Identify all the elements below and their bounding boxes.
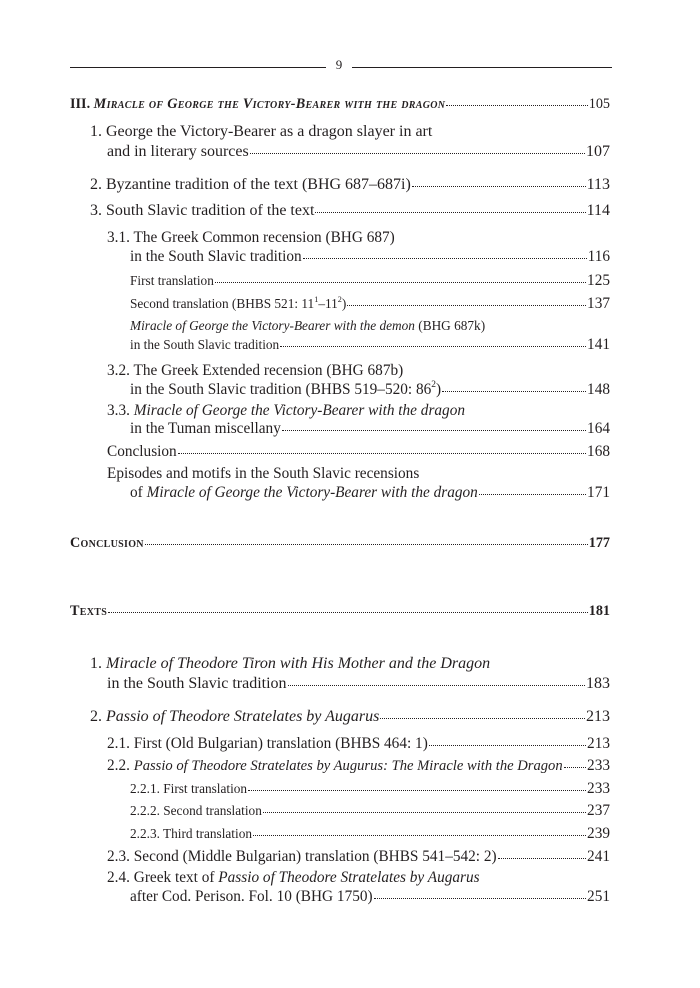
toc-page-number: 171 xyxy=(587,484,610,501)
toc-entry-text-2-3[interactable] xyxy=(107,849,610,864)
dot-leader xyxy=(108,611,588,613)
toc-entry-title: 3.3. Miracle of George the Victory-Bearer with the dragon xyxy=(107,402,465,419)
dot-leader xyxy=(412,185,586,187)
toc-entry-text-1[interactable] xyxy=(107,676,610,692)
toc-entry-title: 1. George the Victory-Bearer as a dragon slayer in art xyxy=(90,123,433,140)
toc-entry-title: Conclusion xyxy=(70,535,144,551)
dot-leader xyxy=(253,834,586,836)
toc-page-number: 141 xyxy=(587,336,610,353)
toc-page-number: 251 xyxy=(587,888,610,905)
toc-entry-title: Texts xyxy=(70,603,108,619)
dot-leader xyxy=(479,493,586,495)
toc-entry-title: Episodes and motifs in the South Slavic recensions xyxy=(107,465,420,482)
toc-entry-title: in the South Slavic tradition (BHBS 519–520: $86^2$) xyxy=(130,379,442,398)
toc-page-number: 116 xyxy=(587,248,610,265)
toc-entry-title: of Miracle of George the Victory-Bearer with the dragon xyxy=(130,484,478,501)
toc-entry-title: First translation xyxy=(130,273,214,288)
dot-leader xyxy=(315,211,585,213)
dot-leader xyxy=(263,811,586,813)
toc-entry-title: in the South Slavic tradition xyxy=(130,248,302,265)
toc-page-number: 239 xyxy=(587,825,610,842)
toc-page-number: 125 xyxy=(587,272,610,289)
toc-entry-title: and in literary sources xyxy=(107,143,249,160)
dot-leader xyxy=(248,789,586,791)
dot-leader xyxy=(446,104,587,106)
toc-entry-text-2-2[interactable] xyxy=(107,758,610,774)
toc-entry-section-3[interactable] xyxy=(90,203,610,219)
toc-entry-section-3-3[interactable] xyxy=(130,421,610,436)
toc-entry-title: 2.2.2. Second translation xyxy=(130,803,262,818)
header-rule-right xyxy=(352,67,612,68)
toc-entry-title: 2.1. First (Old Bulgarian) translation (BHBS 464: 1) xyxy=(107,735,428,752)
toc-page-number: 137 xyxy=(587,295,610,312)
toc-page-number: 183 xyxy=(586,675,610,692)
toc-page-number: 164 xyxy=(587,420,610,437)
toc-entry-text-2-2-3[interactable] xyxy=(130,826,610,841)
toc-entry-section-3-1[interactable] xyxy=(130,249,610,264)
dot-leader xyxy=(564,766,586,768)
dot-leader xyxy=(250,152,585,154)
toc-entry-section-2[interactable] xyxy=(90,177,610,193)
toc-entry-text-2-2-1[interactable] xyxy=(130,781,610,796)
toc-entry-title: in the South Slavic tradition xyxy=(130,337,280,352)
toc-entry-section-3-2[interactable] xyxy=(130,379,610,398)
toc-entry-chapter-conclusion[interactable] xyxy=(107,444,610,459)
toc-entry-title: 1. Miracle of Theodore Tiron with His Mother and the Dragon xyxy=(90,655,491,672)
toc-entry-text-2[interactable] xyxy=(90,709,610,725)
toc-entry-title: in the South Slavic tradition xyxy=(107,675,287,692)
toc-entry-title: 2.2.1. First translation xyxy=(130,781,248,796)
toc-entry-title: Second translation (BHBS 521: $11^1-11^2$) xyxy=(130,294,347,311)
toc-entry-chapter-3[interactable] xyxy=(70,97,610,111)
toc-entry-section-1[interactable] xyxy=(107,144,610,160)
toc-entry-title: 3. South Slavic tradition of the text xyxy=(90,202,315,219)
dot-leader xyxy=(215,281,586,283)
toc-entry-second-translation[interactable] xyxy=(130,296,610,311)
toc-entry-demon[interactable] xyxy=(130,337,610,352)
toc-entry-title: Conclusion xyxy=(107,443,177,460)
toc-entry-title: 2. Passio of Theodore Stratelates by Augarus xyxy=(90,708,380,725)
toc-entry-title: after Cod. Perison. Fol. 10 (BHG 1750) xyxy=(130,888,373,905)
toc-page-number: 177 xyxy=(588,535,610,551)
page-number: 9 xyxy=(335,57,343,72)
toc-page-number: 114 xyxy=(586,202,610,219)
dot-leader xyxy=(442,390,586,392)
dot-leader xyxy=(280,345,586,347)
toc-entry-title: 2.2.3. Third translation xyxy=(130,826,252,841)
dot-leader xyxy=(178,452,586,454)
toc-entry-title: III. Miracle of George the Victory-Bearer with the dragon xyxy=(70,96,446,112)
toc-entry-title: 2.4. Greek text of Passio of Theodore Stratelates by Augarus xyxy=(107,869,480,886)
dot-leader xyxy=(380,717,585,719)
dot-leader xyxy=(145,543,588,545)
toc-page-number: 181 xyxy=(588,603,610,619)
toc-page-number: 213 xyxy=(587,735,610,752)
toc-page-number: 107 xyxy=(586,143,610,160)
toc-page-number: 233 xyxy=(587,780,610,797)
toc-page-number: 148 xyxy=(587,381,610,398)
dot-leader xyxy=(347,304,586,306)
toc-page-number: 105 xyxy=(588,96,610,112)
toc-entry-text-2-4[interactable] xyxy=(130,889,610,904)
toc-entry-title: in the Tuman miscellany xyxy=(130,420,281,437)
toc-entry-title: 2. Byzantine tradition of the text (BHG 687–687i) xyxy=(90,176,411,193)
dot-leader xyxy=(303,257,587,259)
toc-entry-title: 3.2. The Greek Extended recension (BHG 687b) xyxy=(107,362,404,379)
dot-leader xyxy=(282,429,586,431)
toc-entry-texts[interactable] xyxy=(70,604,610,618)
toc-entry-first-translation[interactable] xyxy=(130,273,610,288)
dot-leader xyxy=(288,684,585,686)
toc-page-number: 168 xyxy=(587,443,610,460)
toc-page-number: 237 xyxy=(587,802,610,819)
toc-entry-title: Miracle of George the Victory-Bearer with the demon (BHG 687k) xyxy=(130,318,486,333)
dot-leader xyxy=(498,857,586,859)
toc-entry-episodes[interactable] xyxy=(130,485,610,500)
header-rule-left xyxy=(70,67,326,68)
toc-page-number: 241 xyxy=(587,848,610,865)
toc-entry-title: 2.2. Passio of Theodore Stratelates by Augurus: The Miracle with the Dragon xyxy=(107,757,563,774)
toc-entry-conclusion[interactable] xyxy=(70,536,610,550)
dot-leader xyxy=(429,744,586,746)
toc-entry-text-2-1[interactable] xyxy=(107,736,610,751)
toc-page-number: 213 xyxy=(586,708,610,725)
toc-entry-title: 2.3. Second (Middle Bulgarian) translation (BHBS 541–542: 2) xyxy=(107,848,497,865)
toc-page-number: 113 xyxy=(586,176,610,193)
toc-entry-title: 3.1. The Greek Common recension (BHG 687) xyxy=(107,229,395,246)
dot-leader xyxy=(374,897,586,899)
toc-entry-text-2-2-2[interactable] xyxy=(130,803,610,818)
toc-page-number: 233 xyxy=(587,757,610,774)
